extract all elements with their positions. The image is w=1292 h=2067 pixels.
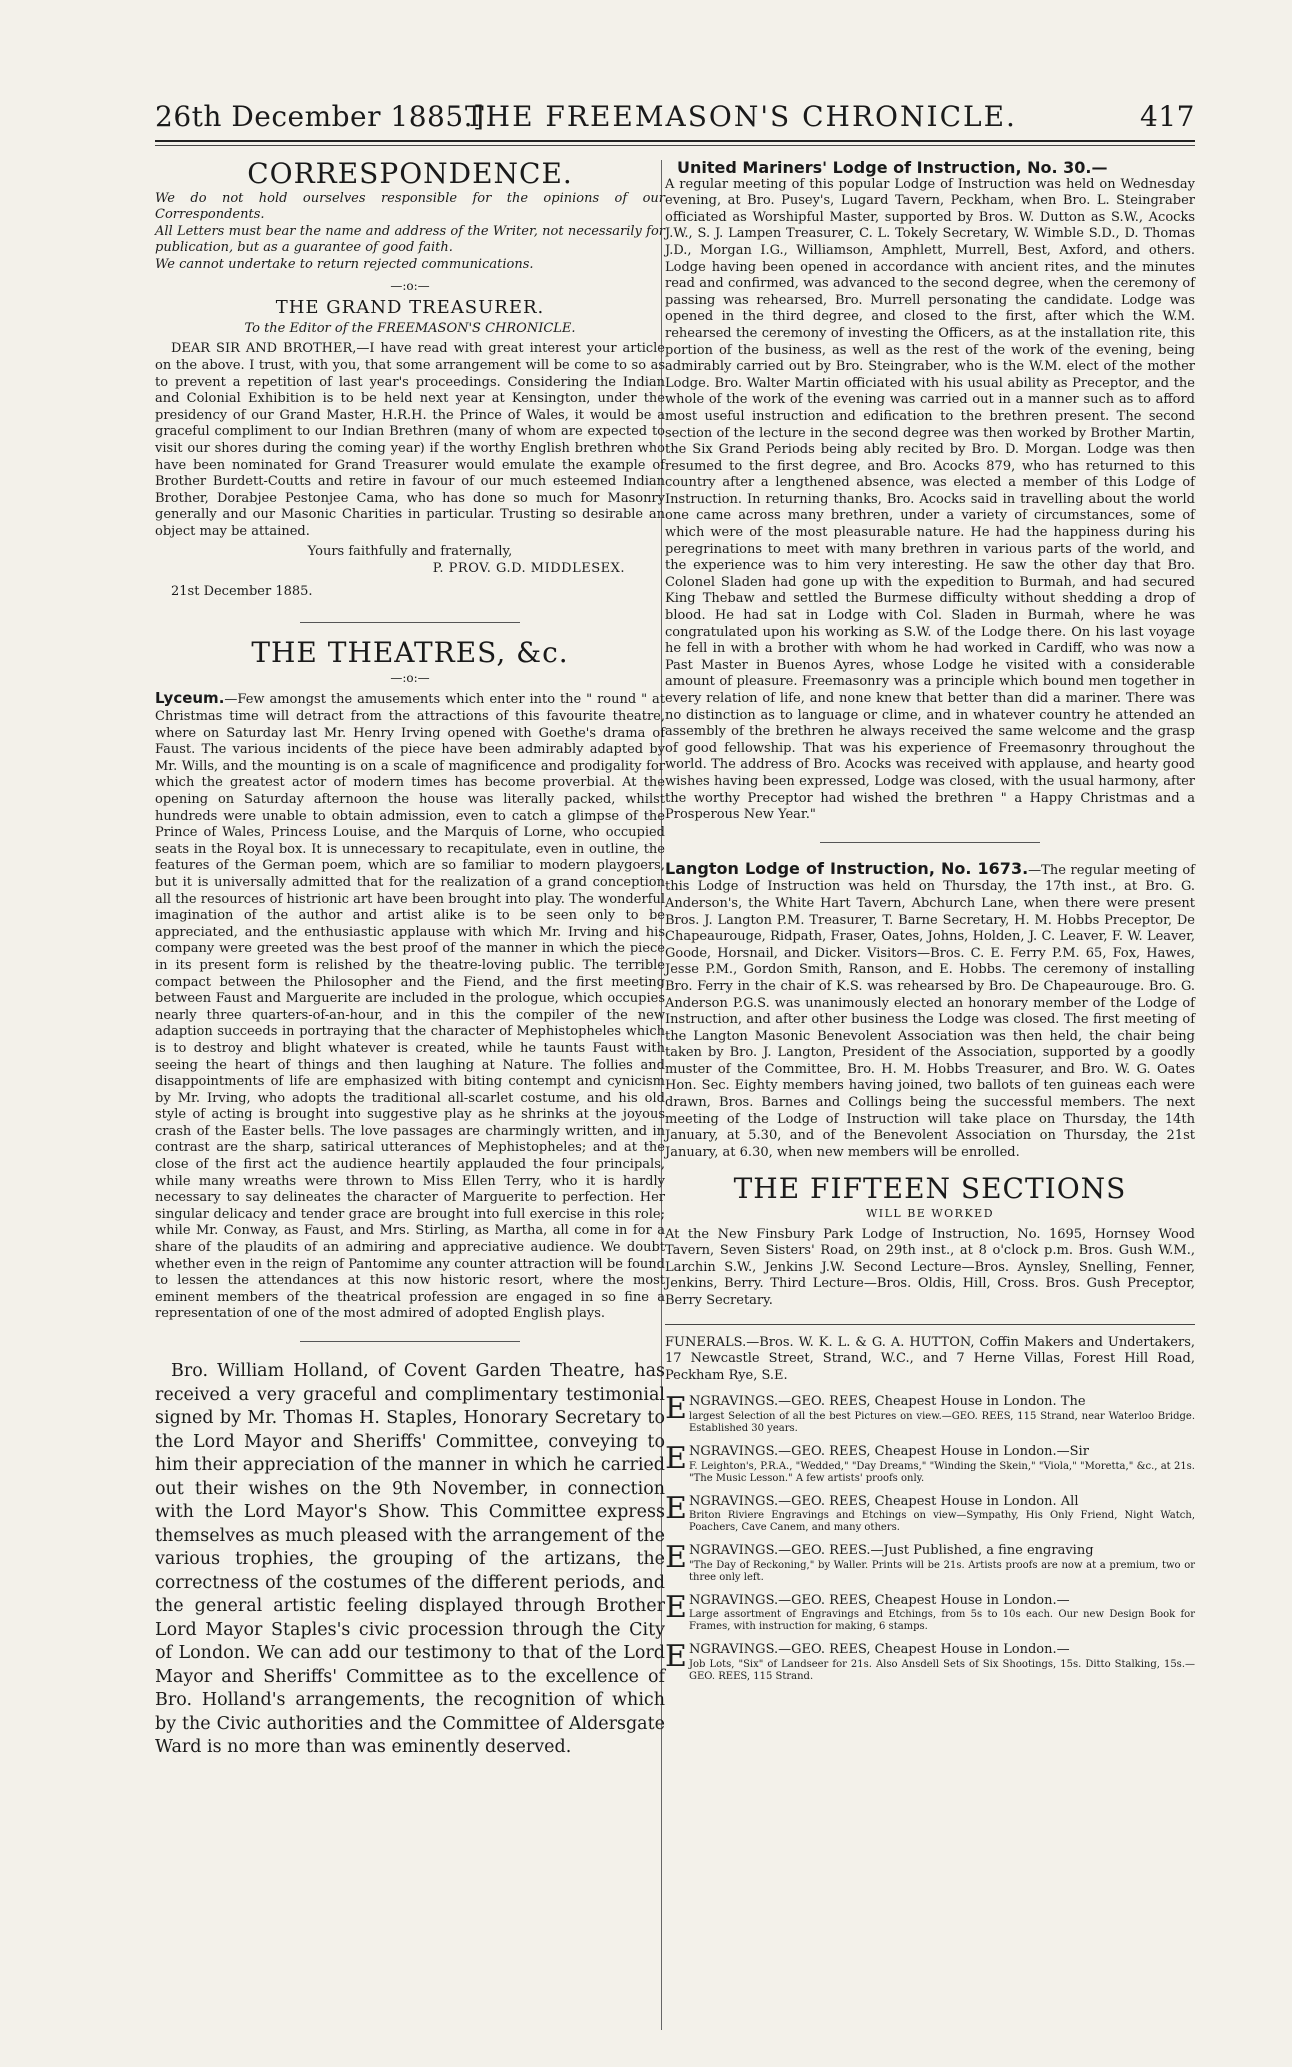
united-mariners-title: United Mariners' Lodge of Instruction, No. 30.— bbox=[677, 158, 1108, 177]
langton-title: Langton Lodge of Instruction, No. 1673. bbox=[665, 858, 1029, 878]
engraving-ad bbox=[665, 1391, 1195, 1435]
correspondence-note-1: We do not hold ourselves responsible for the opinions of our Correspondents. bbox=[155, 190, 665, 223]
ad-headline: NGRAVINGS.—GEO. REES.—Just Published, a fine engraving bbox=[689, 1543, 1094, 1559]
ad-headline: NGRAVINGS.—GEO. REES, Cheapest House in London.— bbox=[689, 1642, 1070, 1658]
correspondence-note-3: We cannot undertake to return rejected communications. bbox=[155, 256, 534, 272]
ad-headline: NGRAVINGS.—GEO. REES, Cheapest House in London.—Sir bbox=[689, 1443, 1089, 1459]
engraving-ad bbox=[665, 1589, 1195, 1634]
ad-detail: Job Lots, "Six" of Landseer for 21s. Also Ansdell Sets of Six Shootings, 15s. Ditto Stalking, 15s.—GEO. REES, 115 Strand. bbox=[689, 1658, 1195, 1682]
grand-treasurer-title: THE GRAND TREASURER. bbox=[275, 297, 545, 319]
correspondence-title: CORRESPONDENCE. bbox=[247, 157, 573, 190]
holland-paragraph: Bro. William Holland, of Covent Garden Theatre, has received a very graceful and complimentary testimonial signed by Mr. Thomas H. Staples, Honorary Secretary to the Lord Mayor and Sheriffs' Committee, conveying to him their appreciation of the manner in which he carried out their wishes on the 9th November, in connection with the Lord Mayor's Show. This Committee express themselves as much pleased with the arrangement of the various trophies, the grouping of the artizans, the correctness of the costumes of the different periods, and the general artistic feeling displayed through Brother Lord Mayor Staples's civic procession through the City of London. We can add our testimony to that of the Lord Mayor and Sheriffs' Committee as to the excellence of Bro. Holland's arrangements, the recognition of which by the Civic authorities and the Committee of Aldersgate Ward is no more than was eminently deserved. bbox=[155, 1361, 665, 1757]
drop-cap: E bbox=[665, 1589, 687, 1625]
engraving-ad bbox=[665, 1490, 1195, 1535]
ad-headline: NGRAVINGS.—GEO. REES, Cheapest House in London. All bbox=[689, 1493, 1079, 1509]
funerals-ad: FUNERALS.—Bros. W. K. L. & G. A. HUTTON, Coffin Makers and Undertakers, 17 Newcastle Street, Strand, W.C., and 7 Herne Villas, Forest Hill Road, Peckham Rye, S.E. bbox=[665, 1334, 1195, 1383]
drop-cap: E bbox=[665, 1639, 687, 1675]
lyceum-lead: Lyceum. bbox=[155, 689, 225, 708]
grand-treasurer-letter: DEAR SIR AND BROTHER,—I have read with great interest your article on the above. I trust, with you, that some arrangement will be come to so as to prevent a repetition of last year's proceedings. Considering the Indian and Colonial Exhibition is to be held next year at Kensington, under the presidency of our Grand Master, H.R.H. the Prince of Wales, it would be a graceful compliment to our Indian Brethren (many of whom are expected to visit our shores during the coming year) if the worthy English brethren who have been nominated for Grand Treasurer would emulate the example of Brother Burdett-Coutts and retire in favour of our much esteemed Indian Brother, Dorabjee Pestonjee Cama, who has done so much for Masonry generally and our Masonic Charities in particular. Trusting so desirable an object may be attained. bbox=[155, 341, 665, 539]
ad-headline: NGRAVINGS.—GEO. REES, Cheapest House in London. The bbox=[689, 1394, 1086, 1410]
ad-detail: F. Leighton's, P.R.A., "Wedded," "Day Dreams," "Winding the Skein," "Viola," "Moretta," &c., at 21s. "The Music Lesson." A few artists' proofs only. bbox=[689, 1460, 1195, 1484]
drop-cap: E bbox=[665, 1490, 687, 1526]
fifteen-sections-subtitle: WILL BE WORKED bbox=[865, 1207, 995, 1221]
section-rule bbox=[300, 1341, 520, 1342]
engraving-ad bbox=[665, 1639, 1195, 1683]
united-mariners-body: A regular meeting of this popular Lodge of Instruction was held on Wednesday evening, at Bro. Pusey's, Lugard Tavern, Peckham, when Bro. L. Steingraber officiated as Worshipful Master, supported by Bros. W. Dutton as S.W., Acocks J.W., S. J. Lampen Treasurer, C. L. Tokely Secretary, W. Wimble S.D., D. Thomas J.D., Morgan I.G., Williamson, Amphlett, Murrell, Best, Axford, and others. Lodge having been opened in accordance with ancient rites, and the minutes read and confirmed, was advanced to the second degree, when the ceremony of passing was rehearsed, Bro. Murrell personating the candidate. Lodge was opened in the third degree, and closed to the first, after which the W.M. rehearsed the ceremony of investing the Officers, as at the installation rite, this portion of the business, as well as the rest of the work of the evening, being admirably carried out by Bro. Steingraber, who is the W.M. elect of the mother Lodge. Bro. Walter Martin officiated with his usual ability as Preceptor, and the whole of the work of the evening was carried out in a manner such as to afford most useful instruction and edification to the brethren present. The second section of the lecture in the second degree was then worked by Brother Martin, the Six Grand Periods being ably recited by Bro. D. Morgan. Lodge was then resumed to the first degree, and Bro. Acocks 879, who has returned to this country after a lengthened absence, was elected a member of this Lodge of Instruction. In returning thanks, Bro. Acocks said in travelling about the world one came across many brethren, under a variety of circumstances, some of which were of the most pleasurable nature. He had the happiness during his peregrinations to meet with many brethren in various parts of the world, and the experience was to him very interesting. He saw the other day that Bro. Colonel Sladen had gone up with the expedition to Burmah, and had secured King Thebaw and settled the Burmese difficulty without shedding a drop of blood. He had sat in Lodge with Col. Sladen in Burmah, where he was congratulated upon his working as S.W. of the Lodge there. On his last voyage he fell in with a brother with whom he had worked in Cardiff, who was now a Past Master in Buenos Ayres, whose Lodge he visited with a considerable amount of pleasure. Freemasonry was a principle which bound men together in every relation of life, and none knew that better than did a mariner. There was no distinction as to language or clime, and in whatever country he attended an assembly of the brethren he always received the same welcome and the grasp of good fellowship. That was his experience of Freemasonry throughout the world. The address of Bro. Acocks was received with applause, and hearty good wishes having been expressed, Lodge was closed, with the usual harmony, after the worthy Preceptor had wished the brethren " a Happy Christmas and a Prosperous New Year." bbox=[665, 176, 1195, 823]
fifteen-sections-title: THE FIFTEEN SECTIONS bbox=[733, 1172, 1127, 1206]
right-column bbox=[665, 160, 1195, 1692]
engraving-ad bbox=[665, 1540, 1195, 1584]
header-date: 26th December 1885.] bbox=[155, 100, 485, 133]
drop-cap: E bbox=[665, 1440, 687, 1476]
engraving-ad bbox=[665, 1440, 1195, 1485]
section-rule bbox=[300, 622, 520, 623]
ad-detail: Large assortment of Engravings and Etchings, from 5s to 10s each. Our new Design Book for Frames, with instruction for making, 6 stamps. bbox=[689, 1609, 1195, 1633]
section-rule bbox=[820, 842, 1040, 843]
ad-headline: NGRAVINGS.—GEO. REES, Cheapest House in London.— bbox=[689, 1592, 1070, 1608]
ad-detail: largest Selection of all the best Pictures on view.—GEO. REES, 115 Strand, near Waterloo Bridge. Established 30 years. bbox=[689, 1410, 1195, 1434]
header-title: THE FREEMASON'S CHRONICLE. bbox=[465, 100, 1017, 133]
correspondence-note-2: All Letters must bear the name and address of the Writer, not necessarily for publication, but as a guarantee of good faith. bbox=[155, 223, 665, 256]
letter-signature: P. PROV. G.D. MIDDLESEX. bbox=[432, 561, 625, 577]
drop-cap: E bbox=[665, 1540, 687, 1576]
to-editor-line: To the Editor of the FREEMASON'S CHRONICLE. bbox=[244, 320, 576, 336]
letter-date: 21st December 1885. bbox=[171, 583, 313, 599]
fifteen-sections-body: At the New Finsbury Park Lodge of Instruction, No. 1695, Hornsey Wood Tavern, Seven Sisters' Road, on 29th inst., at 8 o'clock p.m. Bros. Gush W.M., Larchin S.W., Jenkins J.W. Second Lecture—Bros. Aynsley, Snelling, Fenner, Jenkins, Berry. Third Lecture—Bros. Oldis, Hill, Cross. Bros. Gush Preceptor, Berry Secretary. bbox=[665, 1226, 1195, 1308]
header-rule-top bbox=[155, 140, 1195, 142]
separator: —:o:— bbox=[390, 278, 430, 293]
theatres-title: THE THEATRES, &c. bbox=[251, 636, 569, 670]
ad-detail: "The Day of Reckoning," by Waller. Prints will be 21s. Artists proofs are now at a premium, two or three only left. bbox=[689, 1559, 1195, 1583]
ads-rule bbox=[665, 1324, 1195, 1325]
ad-detail: Briton Riviere Engravings and Etchings on view—Sympathy, His Only Friend, Night Watch, Poachers, Cave Canem, and many others. bbox=[689, 1510, 1195, 1534]
separator: —:o:— bbox=[390, 670, 430, 685]
header-rule-bottom bbox=[155, 145, 1195, 146]
langton-body: —The regular meeting of this Lodge of Instruction was held on Thursday, the 17th inst., at Bro. G. Anderson's, the White Hart Tavern, Abchurch Lane, when there were present Bros. J. Langton P.M. Treasurer, T. Barne Secretary, H. M. Hobbs Preceptor, De Chapeaurouge, Ridpath, Fraser, Oates, Johns, Holden, J. C. Leaver, F. W. Leaver, Goode, Horsnail, and Dicker. Visitors—Bros. C. E. Ferry P.M. 65, Fox, Hawes, Jesse P.M., Gordon Smith, Ranson, and E. Hobbs. The ceremony of installing Bro. Ferry in the chair of K.S. was rehearsed by Bro. De Chapeaurouge. Bro. G. Anderson P.G.S. was unanimously elected an honorary member of the Lodge of Instruction, and after other business the Lodge was closed. The first meeting of the Langton Masonic Benevolent Association was then held, the chair being taken by Bro. J. Langton, President of the Association, supported by a goodly muster of the Committee, Bro. H. M. Hobbs Treasurer, and Bro. W. G. Oates Hon. Sec. Eighty members having joined, two ballots of ten guineas each were drawn, Bros. Barnes and Collings being the successful members. The next meeting of the Lodge of Instruction will take place on Thursday, the 14th January, at 5.30, and of the Benevolent Association on Thursday, the 21st January, at 6.30, when new members will be enrolled. bbox=[665, 862, 1195, 1160]
left-column bbox=[155, 157, 665, 1760]
letter-closing: Yours faithfully and fraternally, bbox=[307, 544, 513, 560]
header-page-number: 417 bbox=[1140, 100, 1195, 133]
drop-cap: E bbox=[665, 1391, 687, 1427]
theatres-body: —Few amongst the amusements which enter into the " round " at Christmas time will detract from the attractions of this favourite theatre, where on Saturday last Mr. Henry Irving opened with Goethe's drama of Faust. The various incidents of the piece have been admirably adapted by Mr. Wills, and the mounting is on a scale of magnificence and prodigality for which the greatest actor of modern times has become proverbial. At the opening on Saturday afternoon the house was literally packed, whilst hundreds were unable to obtain admission, even to catch a glimpse of the Prince of Wales, Princess Louise, and the Marquis of Lorne, who occupied seats in the Royal box. It is unnecessary to recapitulate, even in outline, the features of the German poem, which are so familiar to modern playgoers, but it is universally admitted that for the realization of a grand conception all the resources of histrionic art have been brought into play. The wonderful imagination of the author and artist alike is to be seen only to be appreciated, and the enthusiastic applause with which Mr. Irving and his company were greeted was the best proof of the manner in which the piece in its present form is relished by the theatre-loving public. The terrible compact between the Philosopher and the Fiend, and the first meeting between Faust and Marguerite are included in the prologue, which occupies nearly three quarters-of-an-hour, and in this the compiler of the new adaption succeeds in portraying that the character of Mephistopheles which is to destroy and blight whatever is created, while he taunts Faust with seeing the heart of things and then laughing at Nature. The follies and disappointments of life are emphasized with biting contempt and cynicism by Mr. Irving, who adopts the traditional all-scarlet costume, and his old style of acting is brought into suggestive play as he shrinks at the joyous crash of the Easter bells. The love passages are charmingly written, and in contrast are the sharp, satirical utterances of Mephistopheles; and at the close of the first act the audience heartily applauded the four principals, while many wreaths were thrown to Miss Ellen Terry, who it is hardly necessary to say delineates the character of Marguerite to perfection. Her singular delicacy and tender grace are brought into full exercise in this role; while Mr. Conway, as Faust, and Mrs. Stirling, as Martha, all come in for a share of the plaudits of an admiring and appreciative audience. We doubt whether even in the reign of Pantomime any counter attraction will be found to lessen the attendances at this now historic resort, where the most eminent members of the theatrical profession are engaged in so fine a representation of one of the most admired of adopted English plays. bbox=[155, 692, 665, 1322]
page-header bbox=[155, 100, 1195, 140]
